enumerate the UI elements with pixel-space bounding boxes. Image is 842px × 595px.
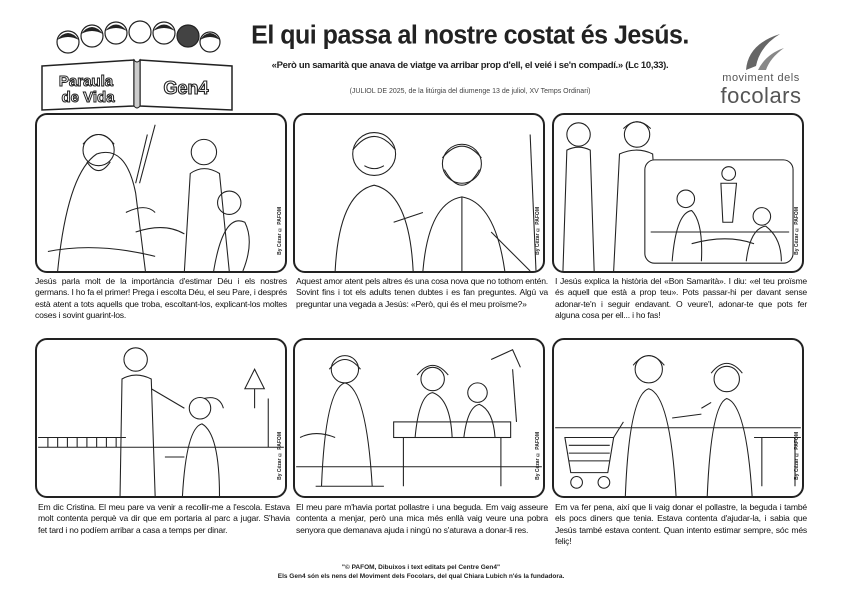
logo-text-gen4: Gen4: [163, 78, 209, 98]
comic-panel-4: [35, 338, 287, 498]
logo-text-de-vida: de Vida: [61, 89, 115, 106]
illustration-credit: By Cézar © PAFOM: [535, 207, 541, 255]
date-note: (JULIOL DE 2025, de la litúrgia del diumenge 13 de juliol, XV Temps Ordinari): [349, 88, 591, 95]
panel-4-caption: Em dic Cristina. El meu pare va venir a recollir-me a l'escola. Estava molt contenta perquè va dir que em portaria al parc a jugar. S'havia fet tard i no podíem arribar a casa a temps per dinar.: [38, 502, 290, 535]
bible-quote: «Però un samarità que anava de viatge va arribar prop d'ell, el veié i se'n compadí.» (Lc 10,33).: [271, 60, 669, 71]
girl-eating-in-park-illustration: [295, 340, 543, 496]
org-name-small: moviment dels: [722, 72, 800, 84]
comic-panel-6: [552, 338, 804, 498]
comic-panel-1: [35, 113, 287, 273]
illustration-credit: By Cézar © PAFOM: [535, 432, 541, 480]
logo-text-paraula: Paraula: [58, 73, 114, 90]
gen4-note: Els Gen4 són els nens del Moviment dels Focolars, del qual Chiara Lubich n'és la fundadora.: [277, 573, 565, 580]
org-name-large: focolars: [720, 83, 802, 108]
good-samaritan-illustration: [554, 115, 802, 271]
panel-1-caption: Jesús parla molt de la importància d'estimar Déu i els nostres germans. I ho fa el primer! Prega i escolta Déu, el seu Pare, i després està atent a tots aquells que troba, escoltant-los, explicant-los moltes coses i sovint guarint-los.: [35, 276, 287, 320]
man-questioning-jesus-illustration: [295, 115, 543, 271]
illustration-credit: By Cézar © PAFOM: [794, 207, 800, 255]
panel-3-caption: I Jesús explica la història del «Bon Samarità». I diu: «el teu proïsme és aquell que està a prop teu». Pots passar-hi per davant sense adonar-te'n i seguir endavant. O veure'l, adonar-te que pots fer alguna cosa per ell... i ho fas!: [555, 276, 807, 320]
panel-2-caption: Aquest amor atent pels altres és una cosa nova que no tothom entén. Sovint fins i tot els adults tenen dubtes i es fan preguntes. Algú va preguntar una vegada a Jesús: «Però, qui és el meu proïsme?»: [296, 276, 548, 309]
page-title: El qui passa al nostre costat és Jesús.: [251, 20, 689, 50]
comic-panel-3: [552, 113, 804, 273]
father-picks-up-daughter-illustration: [37, 340, 285, 496]
girl-giving-food-to-woman-illustration: [554, 340, 802, 496]
jesus-praying-and-healing-illustration: [37, 115, 285, 271]
illustration-credit: By Cézar © PAFOM: [277, 432, 283, 480]
comic-panel-2: [293, 113, 545, 273]
illustration-credit: By Cézar © PAFOM: [277, 207, 283, 255]
illustration-credit: By Cézar © PAFOM: [794, 432, 800, 480]
paraula-de-vida-logo: [34, 20, 240, 112]
panel-6-caption: Em va fer pena, així que li vaig donar el pollastre, la beguda i també els pocs diners que tenia. Estava contenta d'ajudar-la, i sabia que Jesús també estava content. Quan intento estimar sempre, sóc més feliç!: [555, 502, 807, 546]
panel-5-caption: El meu pare m'havia portat pollastre i una beguda. Em vaig asseure contenta a menjar, però una mica més enllà vaig veure una pobra senyora que demanava ajuda i ningú no s'aturava a donar-li res.: [296, 502, 548, 535]
focolars-swoosh-icon: [706, 30, 816, 74]
copyright-note: "© PAFOM, Dibuixos i text editats pel Centre Gen4": [341, 564, 501, 571]
comic-panel-5: [293, 338, 545, 498]
